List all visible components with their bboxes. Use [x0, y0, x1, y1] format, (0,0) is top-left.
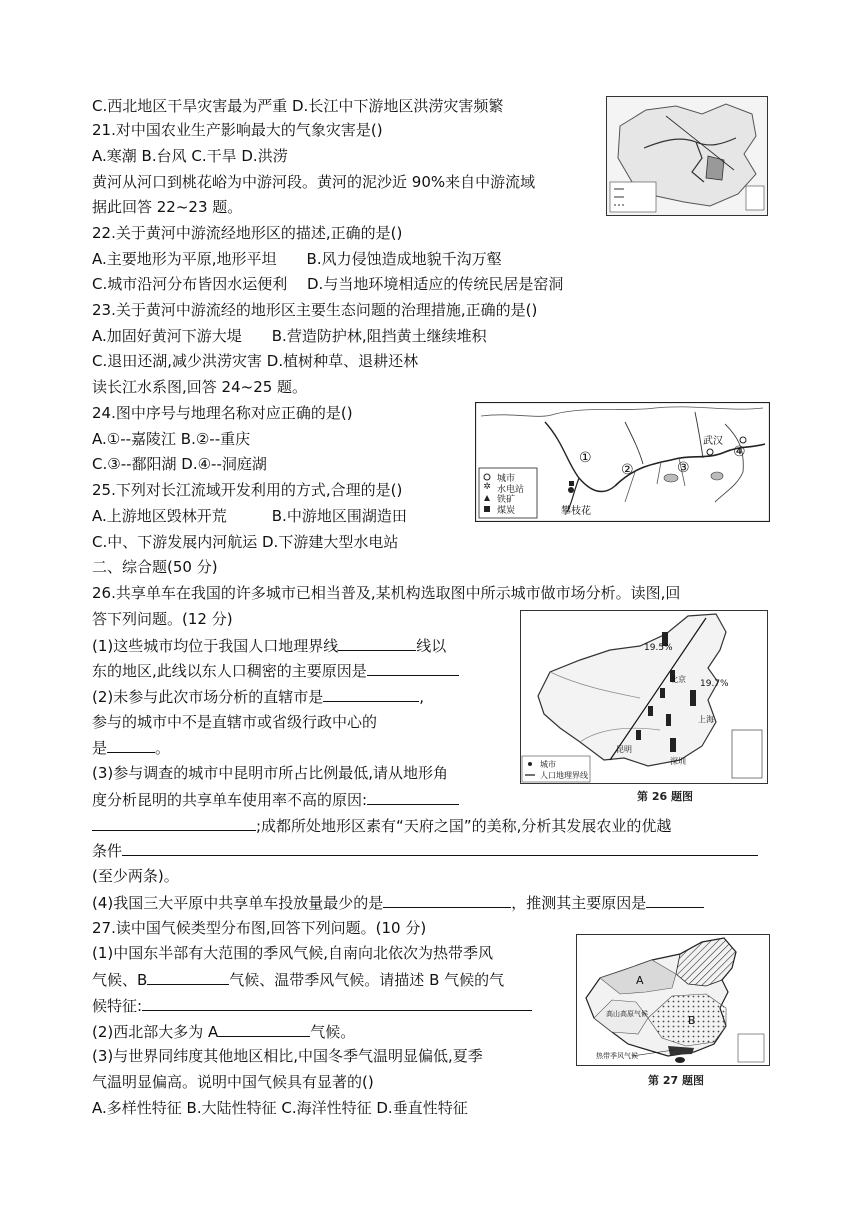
yellow-river-map: [606, 96, 768, 216]
label-b: B: [688, 1014, 696, 1027]
fig27-map: [576, 934, 770, 1066]
fig26-map: [520, 610, 768, 784]
q23-options-cd: C.退田还湖,减少洪涝灾害 D.植树种草、退耕还林: [92, 352, 419, 370]
answer-blank[interactable]: [92, 814, 256, 831]
q24-options-cd: C.③--鄱阳湖 D.④--洞庭湖: [92, 455, 267, 473]
tropical-label: 热带季风气候: [596, 1052, 638, 1060]
yangtze-river-map: [475, 402, 770, 522]
q26-4-line: (4)我国三大平原中共享单车投放量最少的是 ，推测其主要原因是: [92, 891, 704, 914]
q26-2-line3: 是 。: [92, 736, 170, 759]
legend-hydro: 水电站: [497, 485, 525, 495]
q26-1-line2: 东的地区,此线以东人口稠密的主要原因是: [92, 659, 459, 682]
answer-blank[interactable]: [142, 994, 532, 1011]
label-a: A: [636, 974, 644, 987]
marker-3: ③: [677, 460, 690, 476]
q23-stem: 23.关于黄河中游流经的地形区主要生态问题的治理措施,正确的是(): [92, 301, 538, 319]
q27-3-line2: 气温明显偏高。说明中国气候具有显著的(): [92, 1073, 374, 1091]
q24-25-prompt: 读长江水系图,回答 24~25 题。: [92, 378, 308, 396]
kunming-label: 昆明: [616, 745, 632, 754]
beijing-label: 北京: [670, 675, 686, 684]
answer-blank[interactable]: [218, 1020, 310, 1037]
q27-1-line1: (1)中国东半部有大范围的季风气候,自南向北依次为热带季风: [92, 944, 494, 962]
shanghai-label: 上海: [698, 715, 714, 724]
answer-blank[interactable]: [107, 736, 155, 753]
legend26-line: 人口地理界线: [540, 771, 588, 780]
q21-options: A.寒潮 B.台风 C.干旱 D.洪涝: [92, 147, 288, 165]
q22-options-cd: C.城市沿河分布皆因水运便利 D.与当地环境相适应的传统民居是窑洞: [92, 275, 564, 293]
fig27-caption: 第 27 题图: [648, 1074, 704, 1087]
answer-blank[interactable]: [367, 659, 459, 676]
pct-e-label: 19.7%: [700, 679, 729, 689]
answer-blank[interactable]: [323, 685, 419, 702]
q26-3-line3: ;成都所处地形区素有“天府之国”的美称,分析其发展农业的优越: [92, 814, 671, 837]
q26-3-line2: 度分析昆明的共享单车使用率不高的原因:: [92, 788, 459, 811]
q26-stem-cont: 答下列问题。(12 分): [92, 610, 233, 628]
q26-2-line1: (2)未参与此次市场分析的直辖市是 ,: [92, 685, 424, 708]
q24-stem: 24.图中序号与地理名称对应正确的是(): [92, 404, 353, 422]
plateau-label: 高山高原气候: [606, 1010, 648, 1018]
answer-blank[interactable]: [122, 839, 758, 856]
legend26-city: 城市: [540, 760, 556, 769]
q26-stem: 26.共享单车在我国的许多城市已相当普及,某机构选取图中所示城市做市场分析。读图,回: [92, 584, 681, 602]
answer-blank[interactable]: [367, 788, 459, 805]
q26-1-line1: (1)这些城市均位于我国人口地理界线 线以: [92, 634, 446, 657]
q27-1-line2: 气候、B 气候、温带季风气候。请描述 B 气候的气: [92, 968, 504, 991]
q26-3-line4: 条件: [92, 839, 758, 862]
fig26-caption: 第 26 题图: [637, 790, 693, 803]
yellow-river-intro: 黄河从河口到桃花峪为中游河段。黄河的泥沙近 90%来自中游流域: [92, 173, 536, 191]
q27-stem: 27.读中国气候类型分布图,回答下列问题。(10 分): [92, 919, 427, 937]
q25-options-cd: C.中、下游发展内河航运 D.下游建大型水电站: [92, 533, 399, 551]
q22-23-prompt: 据此回答 22~23 题。: [92, 198, 243, 216]
q27-3-options: A.多样性特征 B.大陆性特征 C.海洋性特征 D.垂直性特征: [92, 1099, 468, 1117]
q22-stem: 22.关于黄河中游流经地形区的描述,正确的是(): [92, 224, 403, 242]
legend-iron: 铁矿: [497, 495, 516, 505]
q25-options-ab: A.上游地区毁林开荒 B.中游地区围湖造田: [92, 507, 407, 525]
q21-stem: 21.对中国农业生产影响最大的气象灾害是(): [92, 121, 383, 139]
pct-nw-label: 19.5%: [644, 643, 673, 653]
q27-1-line3: 候特征:: [92, 994, 532, 1017]
answer-blank[interactable]: [383, 891, 511, 908]
wuhan-label: 武汉: [703, 436, 723, 447]
answer-blank[interactable]: [147, 968, 229, 985]
q22-options-ab: A.主要地形为平原,地形平坦 B.风力侵蚀造成地貌千沟万壑: [92, 250, 502, 268]
q26-3-line5: (至少两条)。: [92, 867, 179, 885]
answer-blank[interactable]: [338, 634, 416, 651]
answer-blank[interactable]: [646, 891, 704, 908]
legend-city: 城市: [497, 474, 516, 484]
q25-stem: 25.下列对长江流域开发利用的方式,合理的是(): [92, 481, 403, 499]
q26-3-line1: (3)参与调查的城市中昆明市所占比例最低,请从地形角: [92, 764, 449, 782]
svg-text:✲: ✲: [483, 482, 491, 492]
marker-1: ①: [579, 450, 592, 466]
q27-3-line1: (3)与世界同纬度其他地区相比,中国冬季气温明显偏低,夏季: [92, 1047, 483, 1065]
section-heading: 二、综合题(50 分): [92, 558, 218, 576]
q23-options-ab: A.加固好黄河下游大堤 B.营造防护林,阻挡黄土继续堆积: [92, 327, 487, 345]
marker-2: ②: [621, 462, 634, 478]
marker-4: ④: [733, 444, 746, 460]
shenzhen-label: 深圳: [670, 757, 686, 766]
q20-options-cd: C.西北地区干旱灾害最为严重 D.长江中下游地区洪涝灾害频繁: [92, 97, 504, 115]
q24-options-ab: A.①--嘉陵江 B.②--重庆: [92, 430, 251, 448]
q27-2-line: (2)西北部大多为 A 气候。: [92, 1020, 355, 1043]
legend-coal: 煤炭: [497, 506, 516, 516]
panzhihua-label: 攀枝花: [561, 506, 591, 517]
q26-2-line2: 参与的城市中不是直辖市或省级行政中心的: [92, 713, 378, 731]
